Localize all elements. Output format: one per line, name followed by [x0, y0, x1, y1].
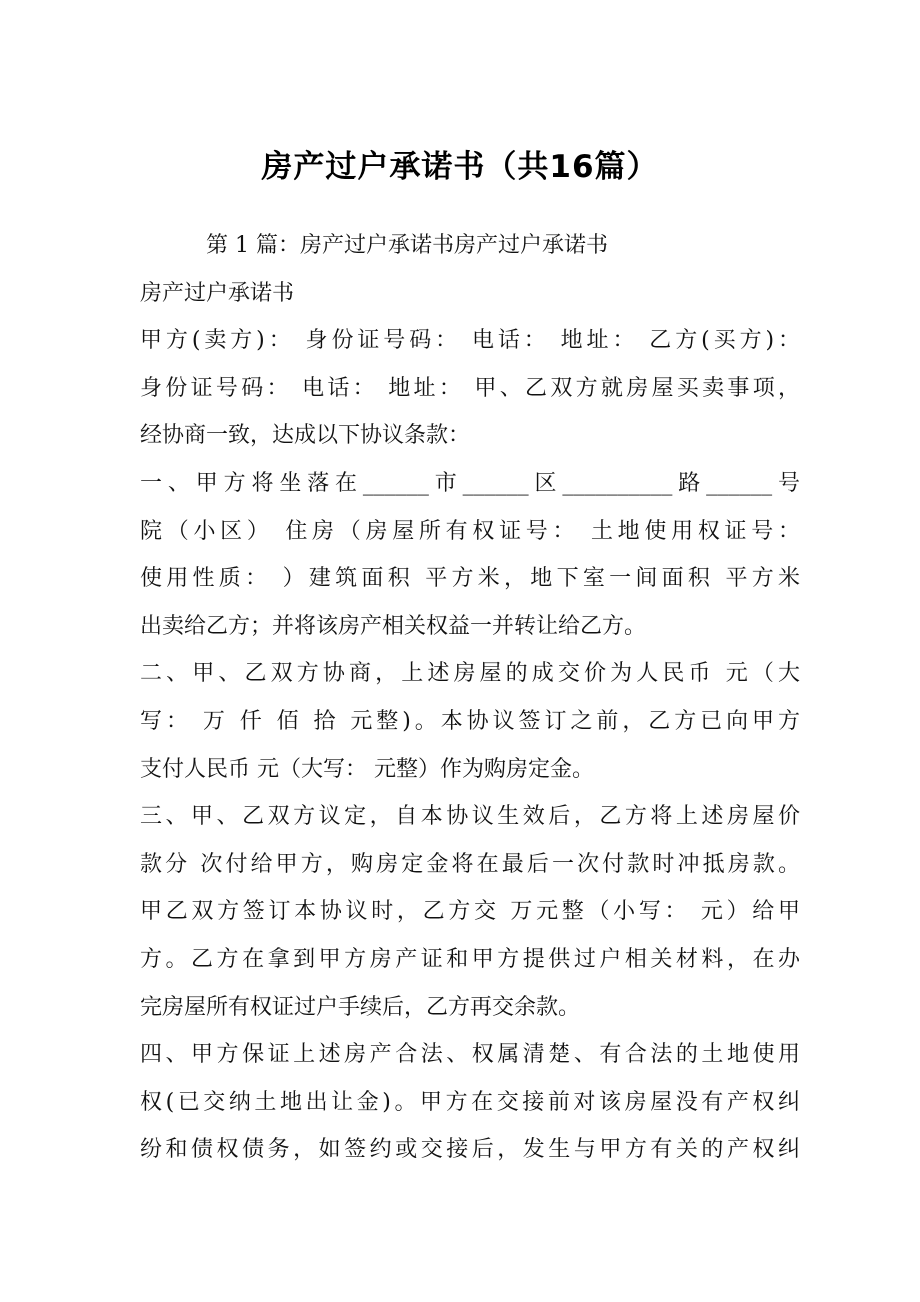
body-line: 院（小区） 住房（房屋所有权证号： 土地使用权证号：: [140, 518, 800, 544]
body-line: 三、甲、乙双方议定，自本协议生效后，乙方将上述房屋价: [140, 804, 800, 830]
body-line: 一、甲方将坐落在______市______区__________路______号: [140, 470, 800, 496]
body-line: 甲乙双方签订本协议时，乙方交 万元整（小写： 元）给甲: [140, 899, 800, 925]
body-line: 四、甲方保证上述房产合法、权属清楚、有合法的土地使用: [140, 1042, 800, 1068]
body-line: 支付人民币 元（大写： 元整）作为购房定金。: [140, 756, 594, 782]
body-line: 写： 万 仟 佰 拾 元整)。本协议签订之前，乙方已向甲方: [140, 708, 800, 734]
body-line: 经协商一致，达成以下协议条款：: [140, 423, 471, 449]
body-line: 出卖给乙方；并将该房产相关权益一并转让给乙方。: [140, 613, 647, 639]
body-line: 纷和债权债务，如签约或交接后，发生与甲方有关的产权纠: [140, 1137, 800, 1163]
section-heading-line: 第 1 篇：房产过户承诺书房产过户承诺书: [206, 233, 608, 258]
document-body: [140, 222, 800, 1174]
body-line: 二、甲、乙双方协商，上述房屋的成交价为人民币 元（大: [140, 661, 800, 687]
document-title: 房产过户承诺书（共16篇）: [261, 149, 659, 185]
body-line: 房产过户承诺书: [140, 280, 295, 306]
body-line: 使用性质： ）建筑面积 平方米，地下室一间面积 平方米: [140, 566, 800, 592]
body-line: 权(已交纳土地出让金)。甲方在交接前对该房屋没有产权纠: [140, 1089, 800, 1115]
body-line: 完房屋所有权证过户手续后，乙方再交余款。: [140, 994, 581, 1020]
body-line: 甲方(卖方)： 身份证号码： 电话： 地址： 乙方(买方)：: [140, 328, 800, 354]
body-line: 款分 次付给甲方，购房定金将在最后一次付款时冲抵房款。: [140, 851, 800, 877]
body-line: 身份证号码： 电话： 地址： 甲、乙双方就房屋买卖事项，: [140, 375, 800, 401]
body-line: 方。乙方在拿到甲方房产证和甲方提供过户相关材料，在办: [140, 946, 800, 972]
